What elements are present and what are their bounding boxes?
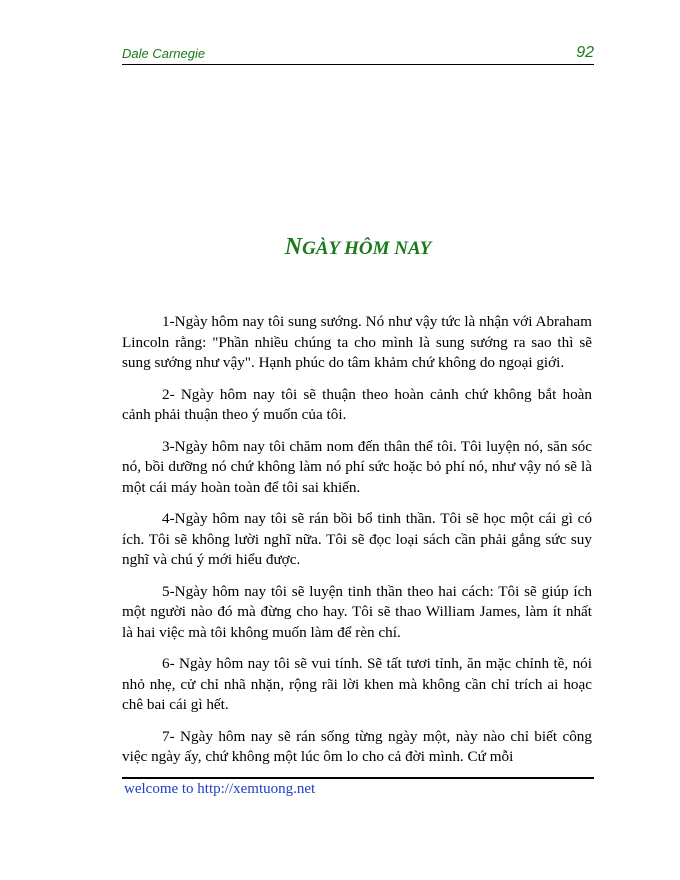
chapter-title xyxy=(122,234,594,261)
footer-link[interactable]: welcome to http://xemtuong.net xyxy=(124,781,316,797)
paragraph-6: 6- Ngày hôm nay tôi sẽ vui tính. Sẽ tất tươi tỉnh, ăn mặc chỉnh tề, nói nhỏ nhẹ, cử chỉ nhã nhặn, rộng rãi lời khen mà không cần chỉ trích ai hoạc chê bai cái gì hết. xyxy=(122,655,592,713)
page-header xyxy=(122,44,594,65)
page-number: 92 xyxy=(576,44,594,61)
paragraph-5: 5-Ngày hôm nay tôi sẽ luyện tinh thần theo hai cách: Tôi sẽ giúp ích một người nào đó mà đừng cho hay. Tôi sẽ thao William James, làm ít nhất là hai việc mà tôi không muốn làm để rèn chí. xyxy=(122,582,592,641)
footer-divider xyxy=(122,777,594,779)
body-text xyxy=(122,312,592,779)
chapter-title-initial: N xyxy=(284,234,303,260)
chapter-title-rest: GÀY HÔM NAY xyxy=(302,238,432,259)
paragraph-1: 1-Ngày hôm nay tôi sung sướng. Nó như vậy tức là nhận với Abraham Lincoln rằng: "Phần nhiều chúng ta cho mình là sung sướng ra sao thì sẽ sung sướng như vậy". Hạnh phúc do tâm khảm chứ không do ngoại giới. xyxy=(122,313,592,371)
header-author: Dale Carnegie xyxy=(122,46,206,61)
paragraph-2: 2- Ngày hôm nay tôi sẽ thuận theo hoàn cảnh chứ không bắt hoàn cảnh phải thuận theo ý muốn của tôi. xyxy=(122,385,592,423)
paragraph-4: 4-Ngày hôm nay tôi sẽ rán bồi bổ tinh thần. Tôi sẽ học một cái gì có ích. Tôi sẽ không lười nghĩ nữa. Tôi sẽ đọc loại sách cần phải gắng sức suy nghĩ và chú ý mới hiểu được. xyxy=(122,510,592,568)
paragraph-3: 3-Ngày hôm nay tôi chăm nom đến thân thể tôi. Tôi luyện nó, săn sóc nó, bồi dưỡng nó chứ không làm nó phí sức hoặc bỏ phí nó, như vậy nó sẽ là một cái máy hoàn toàn để tôi sai khiến. xyxy=(122,437,592,496)
paragraph-7: 7- Ngày hôm nay sẽ rán sống từng ngày một, này nào chỉ biết công việc ngày ấy, chứ không một lúc ôm lo cho cả đời mình. Cứ mỗi xyxy=(122,727,592,765)
